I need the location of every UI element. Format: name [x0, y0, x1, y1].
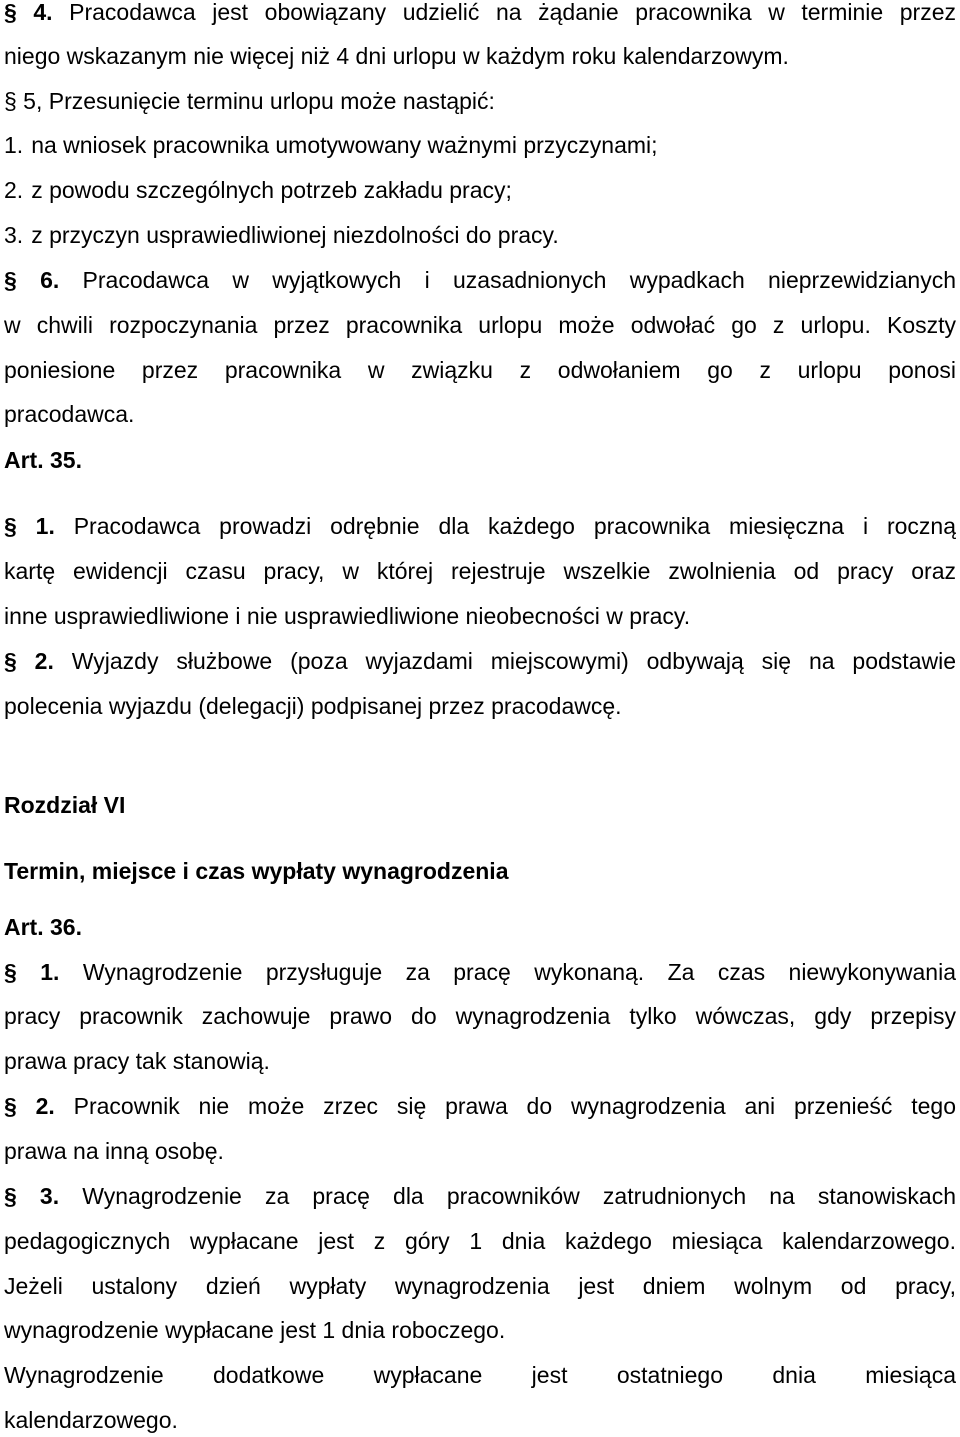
art36-p3-line-3: Jeżeli ustalony dzień wypłaty wynagrodzenia jest dniem wolnym od pracy, — [4, 1273, 956, 1299]
p4-text-1: Pracodawca jest obowiązany udzielić na żądanie pracownika w terminie przez — [69, 0, 956, 25]
art35-p1-line-1 — [4, 509, 956, 543]
art35-p1-number: § 1. — [4, 513, 55, 539]
art36-p3-line-2: pedagogicznych wypłacane jest z góry 1 dnia każdego miesiąca kalendarzowego. — [4, 1228, 956, 1254]
p6-line-4: pracodawca. — [4, 401, 135, 427]
art36-p3-line-4: wynagrodzenie wypłacane jest 1 dnia roboczego. — [4, 1317, 506, 1343]
art36-p1-line-3: prawa pracy tak stanowią. — [4, 1048, 270, 1074]
art35-p2-text-1: Wyjazdy służbowe (poza wyjazdami miejscowymi) odbywają się na podstawie — [71, 648, 956, 674]
art36-p2-number: § 2. — [4, 1093, 55, 1119]
art36-p2-text-1: Pracownik nie może zrzec się prawa do wynagrodzenia ani przenieść tego — [73, 1093, 956, 1119]
p6-line-3: poniesione przez pracownika w związku z odwołaniem go z urlopu ponosi — [4, 357, 956, 383]
art35-p2-line-2: polecenia wyjazdu (delegacji) podpisanej przez pracodawcę. — [4, 693, 622, 719]
art36-p3-line-1 — [4, 1179, 956, 1213]
art35-p1-line-2: kartę ewidencji czasu pracy, w której rejestruje wszelkie zwolnienia od pracy oraz — [4, 558, 956, 584]
art35-p2-line-1 — [4, 644, 956, 678]
art35-p2-number: § 2. — [4, 648, 54, 674]
chapter-subtitle: Termin, miejsce i czas wypłaty wynagrodzenia — [4, 858, 509, 884]
p5-item-1 — [4, 128, 956, 162]
p5-item-1-text: na wniosek pracownika umotywowany ważnymi przyczynami; — [31, 132, 658, 158]
p5-item-1-num: 1. — [4, 132, 24, 158]
p5-item-3-num: 3. — [4, 222, 24, 248]
p6-text-1: Pracodawca w wyjątkowych i uzasadnionych wypadkach nieprzewidzianych — [82, 267, 956, 293]
p5-item-2-num: 2. — [4, 177, 24, 203]
art35-p1-text-1: Pracodawca prowadzi odrębnie dla każdego pracownika miesięczna i roczną — [73, 513, 956, 539]
p4-number: § 4. — [4, 0, 53, 25]
art36-p1-number: § 1. — [4, 959, 60, 985]
art36-p1-text-1: Wynagrodzenie przysługuje za pracę wykonaną. Za czas niewykonywania — [82, 959, 956, 985]
art36-p2-line-1 — [4, 1089, 956, 1123]
p5-heading: § 5, Przesunięcie terminu urlopu może nastąpić: — [4, 88, 495, 114]
art36-p3-text-1: Wynagrodzenie za pracę dla pracowników zatrudnionych na stanowiskach — [82, 1183, 956, 1209]
p6-line-1 — [4, 263, 956, 297]
p4-line-2: niego wskazanym nie więcej niż 4 dni urlopu w każdym roku kalendarzowym. — [4, 43, 789, 69]
p5-item-3-text: z przyczyn usprawiedliwionej niezdolności do pracy. — [31, 222, 559, 248]
p5-item-2 — [4, 173, 956, 207]
art36-p1-line-2: pracy pracownik zachowuje prawo do wynagrodzenia tylko wówczas, gdy przepisy — [4, 1003, 956, 1029]
art36-p3-number: § 3. — [4, 1183, 60, 1209]
p5-item-3 — [4, 218, 956, 252]
art36-p2-line-2: prawa na inną osobę. — [4, 1138, 224, 1164]
chapter-title: Rozdział VI — [4, 792, 126, 818]
art36-p3-line-5: Wynagrodzenie dodatkowe wypłacane jest ostatniego dnia miesiąca — [4, 1362, 956, 1388]
art35-title: Art. 35. — [4, 447, 82, 473]
art36-p1-line-1 — [4, 955, 956, 989]
p4-line-1 — [4, 0, 956, 29]
art35-p1-line-3: inne usprawiedliwione i nie usprawiedliwione nieobecności w pracy. — [4, 603, 691, 629]
art36-p3-line-6: kalendarzowego. — [4, 1407, 178, 1433]
p6-number: § 6. — [4, 267, 60, 293]
p6-line-2: w chwili rozpoczynania przez pracownika urlopu może odwołać go z urlopu. Koszty — [4, 312, 956, 338]
art36-title: Art. 36. — [4, 914, 82, 940]
p5-item-2-text: z powodu szczególnych potrzeb zakładu pracy; — [31, 177, 512, 203]
